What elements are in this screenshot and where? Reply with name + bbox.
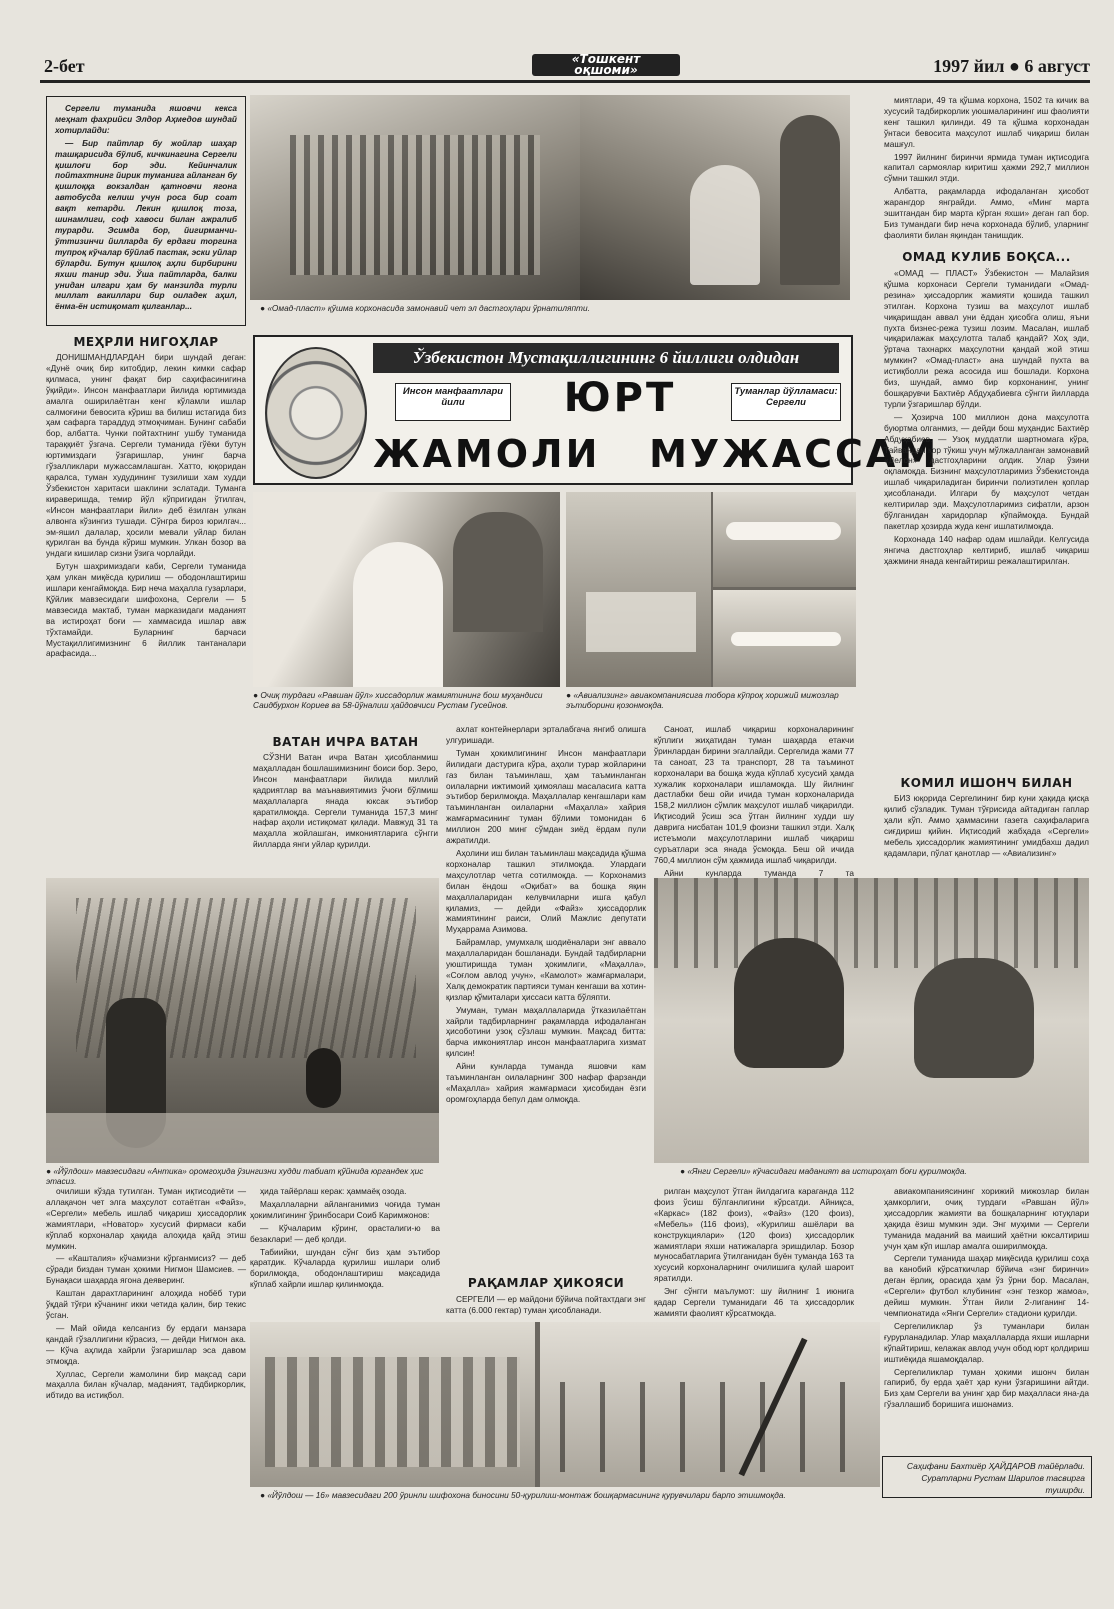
text-vatan [253,752,438,870]
heading-komil: КОМИЛ ИШОНЧ БИЛАН [900,776,1073,790]
page-number: 2-бет [44,56,85,76]
text-lr2-p1: рилган маҳсулот ўтган йилдагига караганда 112 фоиз ўсиш бўлганлигини кўрсатди. Айниқса, «Каркас» (182 фоиз), «Файз» (120 фоиз), «Мебель» (116 фоиз), «Курилиш ашёлари ва конструкциялари» (120 фоиз) ҳиссадорлик жамиятлари яхши натижаларга эришдилар. Бозор муносабатларига ўтилганидан буён туманда 163 та хусусий корхоналарнинг очилишига қулай шароит яратилди. [654,1186,854,1284]
feature-banner [253,335,940,485]
photo-aviation [566,492,856,687]
text-raqam-p1: СЕРГЕЛИ — ер майдони бўйича пойтахтдаги энг катта (6.000 гектар) туман ҳисобланади. [446,1294,646,1315]
text-lm-p1: ҳида тайёрлаш керак: ҳаммаёқ озода. [260,1186,407,1196]
text-mid-p6: Айни кунларда туманда яшовчи кам таъминланган оилаларнинг 300 нафар фарзанди «Маҳалла» хайрия жамғармаси ҳисобидан ёзги оромгоҳларда бепул дам олмоқда. [446,1061,646,1104]
page-header [40,52,1090,83]
text-right-top-p1: миятлари, 49 та қўшма корхона, 1502 та кичик ва хусусий тадбиркорлик уюшмаларининг иш фаолияти кенг ташкил қилинди. 49 та қўшма корхонадан ўнтаси бевосита маҳсулот ишлаб чиқариш билан машғул. [884,95,1089,149]
text-ll-p4: — Май ойида келсангиз бу ердаги манзара қандай гўзаллигини кўрасиз, — дейди Нигмон ака. — Кўча аҳлида хайрли ўзгаришлар эса давом этмоқда. [46,1322,246,1366]
text-right-top-p2: 1997 йилнинг биринчи ярмида туман иқтисодига капитал сармоялар киритиш ҳажми 292,7 миллион сўмни ташкил этди. [884,151,1089,184]
text-vatan-p1: СЎЗНИ Ватан ичра Ватан ҳисобланмиш маҳалладан бошлашимизнинг боиси бор. Зеро, Инсон манфаатлари йилида миллий қадриятлар ва маънавиятимиз ўчоғи бўлмиш маҳаллаларга янада юксак эътибор қаратилмоқда. Сергели туманида 157,3 минг нафар аҳоли истиқомат қилади. Мавжуд 31 та маҳалла жойлашган, имкониятларига сўнгги йилларда янги уйлар қурилди. [253,752,438,850]
masthead-logo [532,54,680,76]
heading-vatan: ВАТАН ИЧРА ВАТАН [272,735,419,749]
photo-antika-caption: ● «Йўлдош» мавзесидаги «Антика» оромгоҳида ўзингизни худди табиат қўйнида юргандек ҳис этасиз. [46,1166,424,1186]
credit-photographer: Суратларни Рустам Шарипов тасвирга туширди. [921,1473,1085,1495]
heading-mehr: МЕҲРЛИ НИГОҲЛАР [73,335,219,349]
text-industry-p1: Саноат, ишлаб чиқариш корхоналарининг кўплиги жиҳатидан туман шаҳарда етакчи ўринлардан бирини эгаллайди. Сергелида жами 77 та саноат, 23 та транспорт, 28 та таъминот корхоналари ва бошқа жуда кўплаб хусусий ҳамда хужалик корхоналари ишламоқда. Шу йилнинг дастлабки беш ойи ичида туман корхоналарида 158,2 миллион сўмлик маҳсулот ишлаб чиқарилди. Иқтисодий ўсиш эса ўтган йилнинг худди шу даврига нисбатан 101,9 фоизни ташкил этди. Халқ истеъмоли маҳсулотларини ишлаб чиқариш суръатлари эса янада ўсмоқда. Беш ой ичида 760,4 миллион сўм ҳажмида ишлаб чиқарилди. [654,724,854,865]
photo-factory [250,95,850,300]
banner-band: Ўзбекистон Мустақиллигининг 6 йиллиги олдидан [373,343,839,373]
text-right-top-p3: Албатта, рақамларда ифодаланган ҳисобот жарангдор янграйди. Аммо, «Минг марта эшитгандан бир марта кўрган яхши» деган гап бор. Биз тумандаги бир неча корхонада бўлиб, уларнинг фаолияти билан яқиндан танишдик. [884,186,1089,240]
tag-year: Инсон манфаатлари йили [395,383,511,421]
text-mid-p1: ахлат контейнерлари эрталабгача янгиб олишга улгуришади. [446,724,646,745]
text-lower-r2 [654,1186,854,1316]
banner-word1: ЮРТ [563,375,677,421]
text-lm-p4: Табиийки, шундан сўнг биз ҳам эътибор қаратдик. Кўчаларда қурилиш ишлари олиб борилмоқда, ободонлаштириш мақсадида кўплаб хайрли ишлар қилинмоқда. [250,1246,440,1290]
text-omad-p1: «ОМАД — ПЛАСТ» Ўзбекистон — Малайзия қўшма корхонаси Сергели туманидаги «Омад-резина» ҳиссадорлик жамияти қошида ташкил этилган. Корхона тузиш ва маҳсулот ишлаб чиқаришдан аввал уни ёддан ҳисобга олиш, яъни пухта бизнес-режа тузиш лозим. Масалан, ишлаб чиқарилажак маҳсулотга талаб қандай? Хоҳ эди, ўртача тахнаркх маҳсулотни қандай жой этиш мумкин? «Омад-пласт» ана шундай пухта ва истиқболли режа асосида иш бошлади. Корхона биз, шундай, аммо бир корхонанинг, унинг бошқарувчи Бахтиёр Абдуҳабиевга сўнгги йилларда турли ўзгаришлар бўлди. [884,268,1089,409]
text-lrt-p3: Сергелиликлар ўз туманлари билан ғурурланадилар. Улар маҳаллаларда яхши ишларни кўпайтириш, келажак авлод учун обод юрт қолдириш иштиёқида яшамоқдалар. [884,1320,1089,1364]
text-right-top [884,95,1089,240]
text-raqam [446,1294,646,1318]
text-lower-mid [250,1186,440,1290]
photo-bus-caption: ● Очиқ турдаги «Равшан йўл» хиссадорлик жамиятининг бош муҳандиси Саидбурхон Кориев ва 58-йўналиш ҳайдовчиси Рустам Гусейнов. [253,690,543,710]
photo-park-caption: ● «Янги Сергели» кўчасидаги маданият ва истироҳат боғи қурилмоқда. [680,1166,967,1176]
text-lr2-p2: Энг сўнгги маълумот: шу йилнинг 1 июнига қадар Сергели туманидаги 46 та ҳиссадорлик жамияти фаолият кўрсатмоқда. [654,1286,854,1318]
intro-body: — Бир пайтлар бу жойлар шаҳар ташқарисида бўлиб, кичкинагина Сергели қишлоғи бор эди. Кейинчалик пойтахтнинг йирик туманига айланган бу қишлоққа вокзалдан қатновчи ягона автобусда келиш учун роса бир соат вақт кетарди. Лекин қишлоқ тоза, шинамлиги, соф хавоси билан ажралиб турарди. Эсимда бор, йигирманчи-ўттизинчи йилларда бу ердаги торгина тупроқ кўчалар бўйлаб пастак, эски уйлар бўларди. Бутун қишлоқ аҳли бирбирини яхши танир эди. Ўша пайтларда, балки унидан илгари ҳам бу манзилда турли миллат вакиллари бир оиладек аҳил, ёнма-ён истиқомат қилганлар... [55,137,237,312]
text-mid-p3: Аҳолини иш билан таъминлаш мақсадида қўшма корхоналар ташкил этилмоқда. Улардаги маҳсулотлар четга сотилмоқда. — Корхонамиз билан ёндош «Оқибат» ва бошқа яқин маҳаллаларидан келувчиларни ишга қабул қиламиз, — дейди «Файз» ҳиссадорлик жамиятининг раиси, Олий Мажлис депутати Муҳаррама Азимова. [446,847,646,935]
text-lrt-p4: Сергелиликлар туман ҳокими ишонч билан гапириб, бу ерда ҳаёт ҳар куни ўзгаришини айтди. Биз ҳам Сергели ва унинг ҳар бир маҳалласи яна-да гўзаллашиб боришига ишонамиз. [884,1366,1089,1410]
masthead-line1: «Тошкент [571,52,641,66]
state-emblem-icon [265,347,367,479]
text-lower-right [884,1186,1089,1450]
photo-hospital-construction [250,1322,880,1487]
masthead-line2: оқшоми» [574,63,638,77]
text-mehr-p1: ДОНИШМАНДЛАРДАН бири шундай деган: «Дунё очиқ бир китобдир, лекин кимки сафар қилмаса, унинг фақат бир саҳифасинигина ўқийди». Инсон манфаатлари йилида юртимизда амалга оширилаётган кенг кўламли ишлар салмоғини бевосита кўриш ва билиш истагида биз ҳам сафарга тараддуд этмоқчиман. Бунинг сабаби бор, албатта. Чунки пойтахтнинг ушбу туманида тараққиёт ўзгача. Сергели туманида гўёки бутун юртимиздаги ўзгаришлар, унинг барча гўзалликлари мужассамлашган. Хатто, юқоридан қаралса, туман худудининг тузилиши хам худди Ўзбекистон харитаси шаклини эслатади. Туманга кираверишда, темир йўл кўпригидан ўтилгач, «Инсон манфаатлари йили» деб ёзилган улкан алвонга кўзингиз тушади. Сўнгра бироз юрилгач... эм-яшил далалар, ҳосили мевали уйлар билан қурилган ва бунда кўриш мумкин. Улкан бозор ва ундаги кишилар сизни ўзига чорлайди. [46,352,246,559]
text-industry [654,724,854,878]
credit-author: Саҳифани Бахтиёр ҲАЙДАРОВ тайёрлади. [906,1461,1085,1471]
text-lm-p3: — Кўчаларим кўринг, орасталиги-ю ва безаклари! — деб қолди. [250,1222,440,1244]
text-ll-p2: — «Кашталия» кўчамизни кўрганмисиз? — деб сўради биздан туман ҳокими Нигмон Шамсиев. — Бунақаси шаҳарда ягона деяверинг. [46,1253,246,1286]
text-lower-left [46,1186,246,1486]
text-ll-p3: Каштан дарахтларининг алоҳида нобёб тури ўқдай тўғри кўчанинг икки четида қалин, бир текис ўсган. [46,1288,246,1320]
banner-word2: ЖАМОЛИ МУЖАССАМ [373,432,940,476]
photo-park-construction [654,878,1089,1163]
text-komil [884,793,1089,871]
text-lm-p2: Маҳаллаларни айланганимиз чоғида туман ҳокимлигининг ўринбосари Соиб Каримжонов: [250,1198,440,1220]
photo-factory-caption: ● «Омад-пласт» қўшма корхонасида замонавий чет эл дастгоҳлари ўрнатиляпти. [260,303,590,313]
photo-hospital-caption: ● «Йўлдош — 16» мавзесидаги 200 ўринли шифохона биносини 50-қурилиш-монтаж бошқармасининг қурувчилари барпо этишмоқда. [260,1490,786,1500]
issue-date: 1997 йил ● 6 август [933,56,1090,76]
text-mid-p5: Умуман, туман маҳаллаларида ўтказилаётган хайрли тадбирларнинг рақамларда ифодаланган ҳисоботини узоқ сўзлаш мумкин. Мақсад битта: барча имкониятлар инсон манфаатларига хизмат қилсин! [446,1004,646,1059]
text-ll-p1: очилиши кўзда тутилган. Туман иқтисодиёти — аллақачон чет элга маҳсулот сотаётган «Файз», «Сергели» мебель ишлаб чиқариш ҳиссадорлик жамиятлари, «Новатор» хусусий фирмаси каби кўплаб корхоналар ҳақида алоҳида қайд этиш мумкин. [46,1186,246,1251]
text-industry-p2: Айни кунларда туманда 7 та [664,867,854,878]
intro-box [46,96,246,326]
text-mid-p4: Байрамлар, умумхалқ шодиёналари энг аввало маҳаллаларидан бошланади. Бундай тадбирларни уюштиришда туман ҳокимлиги, «Маҳалла», «Соғлом авлод учун», «Камолот» жамғармалари, Халқ демократик партияси туман кенгаши ва хотин-қизлар қўмиталари ҳиссаси катта бўляпти. [446,937,646,1002]
text-omad [884,268,1089,756]
photo-aviation-caption: ● «Авиализинг» авиакомпаниясига тобора кўпроқ хорижий мижозлар эътиборини қозонмоқда. [566,690,839,710]
intro-lead: Сергели туманида яшовчи кекса меҳнат фахрийси Элдор Аҳмедов шундай хотирлайди: [55,103,237,135]
tag-district: Туманлар йўлламаси: Сергели [731,383,841,421]
text-lrt-p1: авиакомпаниясининг хорижий мижозлар билан ҳамкорлиги, очиқ турдаги «Равшан йўл» ҳиссадорлик жамияти ва бошқаларнинг ютуқлари ҳақида ёзиш мумкин эди. Энг муҳими — Сергели туманида маданий ва маиший ҳаётни юксалтириш учун ҳам кўп ишлар амалга оширилмоқда. [884,1186,1089,1251]
text-omad-p2: — Ҳозирча 100 миллион дона маҳсулотга буюртма олганмиз, — дейди бош муҳандис Бахтиёр Абдуҳабиев. — Узоқ муддатли шартномага кўра, Тайвандан қор тўкиш учун мўлжалланган замонавий «Делон» дастгоҳларини олдик. Улар ўзини оқламоқда. Бизнинг маҳсулотларимиз Ўзбекистонда ишлаб чиқариладиган биринчи полиэтилен қоплар ҳисобланади. Илгари бу маҳсулот четдан келтирилар эди. Маҳсулотларимиз сифатли, арзон бўлганидан харидорлар кўпаймоқда. Бундай пакетлар ҳозирда жуда кенг ишлатилмоқда. [884,411,1089,531]
heading-raqam: РАҚАМЛАР ҲИКОЯСИ [467,1276,625,1290]
text-komil-p1: БИЗ юқорида Сергелининг бир куни ҳақида қисқа қилиб сўзладик. Туман тўғрисида айтадиган гаплар ҳали кўп. Аммо ҳаммасини газета саҳифаларига сиғдириш қийин. Иқтисодий жабҳада «Сергели» мебель ҳиссадорлик жамиятининг умидбахш дадил қадамлари, пўлат қанотлар — «Авиализинг» [884,793,1089,858]
credits-box [882,1456,1092,1498]
text-mid-p2: Туман ҳокимлигининг Инсон манфаатлари йилидаги дастурига кўра, аҳоли турар жойларини газ билан таъминлаш, ҳам таъминланган оилаларни ижтимоий ҳимоялаш масаласига катта эътибор берилмоқда. Маҳаллалар кенгашлари кам таъминланган оилаларни «Маҳалла» хайрия жамғармасининг туман бўлими томонидан 6 миллион 200 минг сўмдан зиёд ёрдам пули ажратилди. [446,747,646,846]
text-mehr-p2: Бутун шаҳримиздаги каби, Сергели туманида ҳам улкан миқёсда қурилиш — ободонлаштириш ишлари кенгаймоқда. Бир неча маҳалла гузарлари, Қўйлик мавзесидаги шифохона, Сергели — 5 мавзесида мактаб, туман марказидаги маданият ва истироҳат боғи — хаммасида ишлар авж тўхтамайди. Буларнинг барчаси Мустақиллигимизнинг 6 йиллик тантаналари арафасида... [46,561,246,659]
photo-bus-drivers [253,492,560,687]
text-omad-p3: Корхонада 140 нафар одам ишлайди. Келгусида янгича дастгоҳлар келтириб, ишлаб чиқариш ҳажмини янада кенгайтириш режалаштирилган. [884,533,1089,566]
text-mehr [46,352,246,850]
heading-omad: ОМАД КУЛИБ БОҚСА... [902,250,1071,264]
photo-antika-resort [46,878,439,1163]
text-ll-p5: Хуллас, Сергели жамолини бир мақсад сари маҳалла билан кўчалар, маданият, тадбиркорлик, ибтидо ва истиқбол. [46,1368,246,1401]
text-lrt-p2: Сергели туманида шаҳар миқёсида қурилиш соҳа ва канобий кўрсаткичлар бўйича «энг биринчи» деган ёрлиқ, орасида ҳам ўз ўрни бор. Масалан, «Сергели» футбол клубининг «энг тезкор жамоа», дейиш мумкин. Ўтган йили 2-лиганинг 14-чемпионатида «Янги Сергели» стадиони қурилди. [884,1253,1089,1318]
